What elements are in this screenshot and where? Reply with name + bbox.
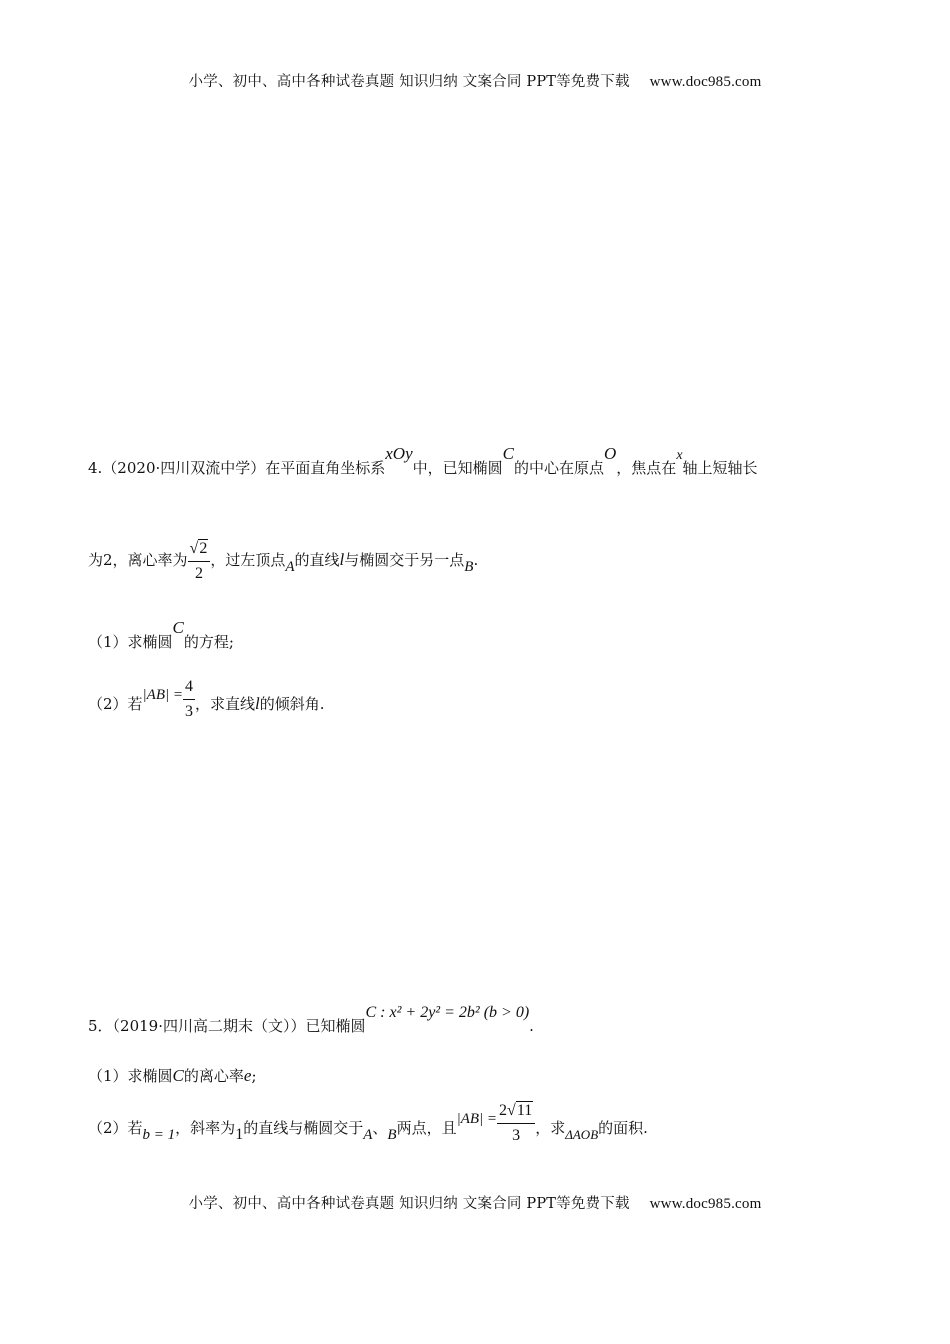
q5-ellipse-equation: C : x² + 2y² = 2b² (b > 0)	[365, 1004, 530, 1021]
q4-text: 的倾斜角.	[259, 695, 325, 713]
q4-length-fraction	[183, 676, 195, 723]
q4-frac-den: 3	[185, 702, 193, 720]
q4-eccentricity-fraction: $\frac{√2}{2}$	[188, 538, 211, 585]
q5-text: （2）若	[88, 1119, 143, 1137]
q4-coord-system: xOy	[385, 444, 413, 463]
q5-text: ;	[251, 1067, 257, 1085]
q5-num-coef: 2	[499, 1101, 508, 1119]
q5-slope-1: 1	[235, 1126, 244, 1143]
footer-text: 小学、初中、高中各种试卷真题 知识归纳 文案合同 PPT等免费下载	[188, 1196, 630, 1212]
q4-part-2	[88, 677, 325, 729]
page-header	[0, 70, 950, 91]
q5-text: 的离心率	[183, 1067, 244, 1085]
q4-line-1	[88, 444, 758, 480]
q4-text: .	[473, 551, 479, 569]
q5-point-a: A	[363, 1127, 373, 1143]
q5-part-2	[88, 1101, 648, 1153]
q4-point-b: B	[464, 559, 474, 575]
q5-text: ，斜率为	[175, 1119, 236, 1137]
q4-point-a: A	[285, 559, 295, 575]
q5-text: 两点，且	[396, 1119, 457, 1137]
q5-length-fraction: $\frac{2√11}{3}$	[497, 1100, 535, 1147]
q4-text: （1）求椭圆	[88, 633, 173, 651]
q5-num-rad: 11	[516, 1101, 533, 1119]
q5-ellipse-c: C	[172, 1066, 184, 1085]
q5-part-1	[88, 1066, 257, 1086]
q5-line-1	[88, 1004, 534, 1037]
q4-ellipse-c: C	[172, 618, 184, 637]
q5-frac-den: 3	[512, 1126, 521, 1144]
q5-text: ，求	[535, 1119, 566, 1137]
q5-text: .	[529, 1017, 534, 1035]
q5-point-b: B	[387, 1127, 397, 1143]
q4-source: 4.（2020·四川双流中学）在平面直角坐标系	[88, 459, 386, 477]
q4-frac-num: 4	[183, 676, 195, 700]
q5-eccentricity-e: e	[243, 1066, 252, 1085]
q5-text: （1）求椭圆	[88, 1067, 173, 1085]
q4-line-2	[88, 536, 478, 585]
q5-b-equals-1: b = 1	[142, 1127, 176, 1143]
q4-ecc-den: 2	[194, 564, 203, 582]
q4-abs-ab: |AB| =	[142, 687, 183, 703]
q5-text: 、	[372, 1119, 388, 1137]
q4-text: ，焦点在	[616, 459, 677, 477]
q4-text: 中，已知椭圆	[412, 459, 503, 477]
q5-text: 的直线与椭圆交于	[243, 1119, 364, 1137]
q4-origin-o: O	[604, 444, 617, 463]
q4-text: 为2，离心率为	[88, 551, 188, 569]
q5-source: 5．（2019·四川高二期末（文））已知椭圆	[88, 1017, 366, 1035]
q4-text: 与椭圆交于另一点	[344, 551, 465, 569]
header-url: www.doc985.com	[649, 74, 762, 90]
q4-text: 轴上短轴长	[682, 459, 758, 477]
q5-abs-ab: |AB| =	[456, 1111, 498, 1127]
q4-text: 的方程;	[183, 633, 234, 651]
q4-text: ，求直线	[195, 695, 256, 713]
q4-ecc-num: 2	[199, 539, 208, 557]
q4-line-l: l	[339, 550, 345, 569]
page-footer	[0, 1192, 950, 1213]
q4-text: 的直线	[294, 551, 340, 569]
q4-x-axis: x	[676, 448, 683, 463]
q4-text: ，过左顶点	[210, 551, 286, 569]
q5-text: 的面积.	[598, 1119, 648, 1137]
q4-text: 的中心在原点	[514, 459, 605, 477]
q4-line-l: l	[255, 694, 260, 713]
q4-part-1	[88, 618, 234, 652]
header-text: 小学、初中、高中各种试卷真题 知识归纳 文案合同 PPT等免费下载	[188, 74, 630, 90]
footer-url: www.doc985.com	[649, 1196, 762, 1212]
q5-triangle-aob: ΔAOB	[565, 1127, 599, 1142]
q4-ellipse-c: C	[502, 444, 514, 463]
q4-text: （2）若	[88, 695, 143, 713]
